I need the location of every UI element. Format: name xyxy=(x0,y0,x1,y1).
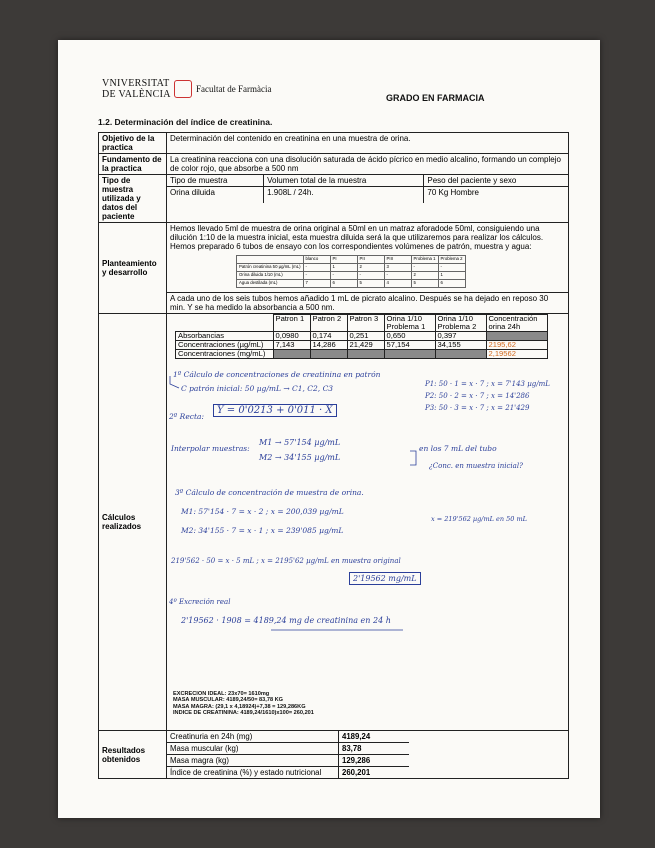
hw-interpolate: Interpolar muestras: xyxy=(171,444,250,453)
hw-patron: C patrón inicial: 50 µg/mL → C1, C2, C3 xyxy=(181,384,334,393)
row-objetivo: Objetivo de la practica Determinación del contenido en creatinina en una muestra de orina. xyxy=(99,133,569,154)
university-logo-icon xyxy=(174,80,192,98)
university-name: VNIVERSITAT DE VALÈNCIA xyxy=(102,78,171,100)
row-calculos: Cálculos realizados Patron 1 Patron 2 Patron 3 Orina 1/10 Problema 1 Orina 1/10 Problema 2 Concentración orina 24h Absorbancias 0,0980 0,174 0,251 0,650 0,397 Concentraciones (µg/mL) 7,143 14,286 21,429 57,154 34,155 2195,62 Concentraciones (mg/mL) 2,19562 1º Cálculo de concentraciones de creatinina en patrón C patrón inicial: 50 µg/mL → C1, C2, C3 P1: 50 · 1 = x · 7 ; x = 7'143 µg/mL P2: 50 · 2 = x · 7 ; x = 14'286 P3: 50 · 3 = x · 7 ; x = 21'429 2º Recta: Y = 0'0213 + 0'011 · X Interpolar muestras: M1 → 57'154 µg/mL M2 → 34'155 µg/mL en los 7 mL del tubo ¿Conc. en muestra inicial? 3º Cálculo de concentración de muestra de orina. M1: 57'154 · 7 = x · 2 ; x = 200,039 µg/mL M2: 34'155 · 7 = x · 1 ; x = 239'085 µg/mL x = 219'562 µg/mL en 50 mL 219'562 · 50 = x · 5 mL ; x = 2195'62 µg/mL en muestra original 2'19562 mg/mL 4º Excreción real 2'19562 · 1908 = 4189,24 mg de creatinina en 24 h EXCRECION IDEAL: 23x70= 1610mg MASA MUSCULAR: 4189,24/50= 83,78 KG MASA MAGRA: (29,1 x 4,18924)+7,38 = 129,286KG INDICE DE CREATININA: 4189,24/1610)x100= 260,201 xyxy=(99,314,569,731)
program-title: GRADO EN FARMACIA xyxy=(386,93,485,103)
hw-original: 219'562 · 50 = x · 5 mL ; x = 2195'62 µg/mL en muestra original xyxy=(171,557,401,565)
hw-mean: x = 219'562 µg/mL en 50 mL xyxy=(431,515,527,523)
hw-m1-calc: M1: 57'154 · 7 = x · 2 ; x = 200,039 µg/mL xyxy=(181,507,344,516)
row-planteamiento: Planteamiento y desarrollo Hemos llevado 5ml de muestra de orina original a 50ml en un matraz aforadode 50ml, consiguiendo una dilución 1:10 de la muestra inicial, esta muestra diluida será la que utilizaremos para realizar los cálculos. Hemos preparado 6 tubos de ensayo con los correspondientes volúmenes de patrón, muestra y agua: blanco PI PII PIII Problema 1 Problema 2 Patrón creatinina 50 µg/mL (mL) - 1 2 3 - - Orina diluida 1/10 (mL) - - - - 2 1 Agua destilada (mL) 7 6 5 4 5 6 A cada uno de los seis tubos hemos añadido 1 mL de picrato alcalino. Después se ha dejado en reposo 30 min. Y se ha medido la absorbancia a 500 nm. xyxy=(99,223,569,314)
hw-step4: 4º Excreción real xyxy=(169,598,231,606)
hw-m2: M2 → 34'155 µg/mL xyxy=(259,453,341,462)
practice-table xyxy=(98,132,569,779)
hw-step3: 3º Cálculo de concentración de muestra de orina. xyxy=(175,488,364,497)
hw-m2-calc: M2: 34'155 · 7 = x · 1 ; x = 239'085 µg/mL xyxy=(181,526,344,535)
hw-strokes xyxy=(167,314,168,315)
hw-tube: en los 7 mL del tubo xyxy=(419,444,497,453)
document-page xyxy=(58,40,600,818)
hw-p3: P3: 50 · 3 = x · 7 ; x = 21'429 xyxy=(425,404,530,412)
hw-result-box: 2'19562 mg/mL xyxy=(349,572,421,585)
hw-excretion: 2'19562 · 1908 = 4189,24 mg de creatinina en 24 h xyxy=(181,616,391,625)
hw-p2: P2: 50 · 2 = x · 7 ; x = 14'286 xyxy=(425,392,530,400)
hw-question: ¿Conc. en muestra inicial? xyxy=(429,462,523,470)
absorbance-table: Patron 1 Patron 2 Patron 3 Orina 1/10 Problema 1 Orina 1/10 Problema 2 Concentración orina 24h Absorbancias 0,0980 0,174 0,251 0,650 0,397 Concentraciones (µg/mL) 7,143 14,286 21,429 57,154 34,155 2195,62 Concentraciones (mg/mL) 2,19562 xyxy=(175,314,548,359)
row-resultados: Resultados obtenidos Creatinuria en 24h (mg) 4189,24 Masa muscular (kg) 83,78 Masa magra (kg) 129,286 Índice de creatinina (%) y estado nutricional 260,201 xyxy=(99,731,569,779)
hw-regression: Y = 0'0213 + 0'011 · X xyxy=(213,404,337,417)
hw-m1: M1 → 57'154 µg/mL xyxy=(259,438,341,447)
row-fundamento: Fundamento de la practica La creatinina reacciona con una disolución saturada de ácido pícrico en medio alcalino, formando un complejo de color rojo, que absorbe a 500 nm xyxy=(99,154,569,175)
hw-step2: 2º Recta: xyxy=(169,412,204,421)
faculty-name: Facultat de Farmàcia xyxy=(196,84,272,94)
row-tipo-muestra: Tipo de muestra utilizada y datos del paciente Tipo de muestra Volumen total de la muestra Peso del paciente y sexo Orina diluida 1.908L / 24h. 70 Kg Hombre xyxy=(99,175,569,223)
section-title: 1.2. Determinación del índice de creatinina. xyxy=(98,117,273,127)
hw-p1: P1: 50 · 1 = x · 7 ; x = 7'143 µg/mL xyxy=(425,380,550,388)
ideal-notes: EXCRECION IDEAL: 23x70= 1610mg MASA MUSCULAR: 4189,24/50= 83,78 KG MASA MAGRA: (29,1 x 4,18924)+7,38 = 129,286KG INDICE DE CREATININA: 4189,24/1610)x100= 260,201 xyxy=(173,691,314,717)
hw-step1: 1º Cálculo de concentraciones de creatinina en patrón xyxy=(173,370,381,379)
volumes-table: blanco PI PII PIII Problema 1 Problema 2 Patrón creatinina 50 µg/mL (mL) - 1 2 3 - - Orina diluida 1/10 (mL) - - - - 2 1 Agua destilada (mL) 7 6 5 4 5 6 xyxy=(236,255,466,288)
